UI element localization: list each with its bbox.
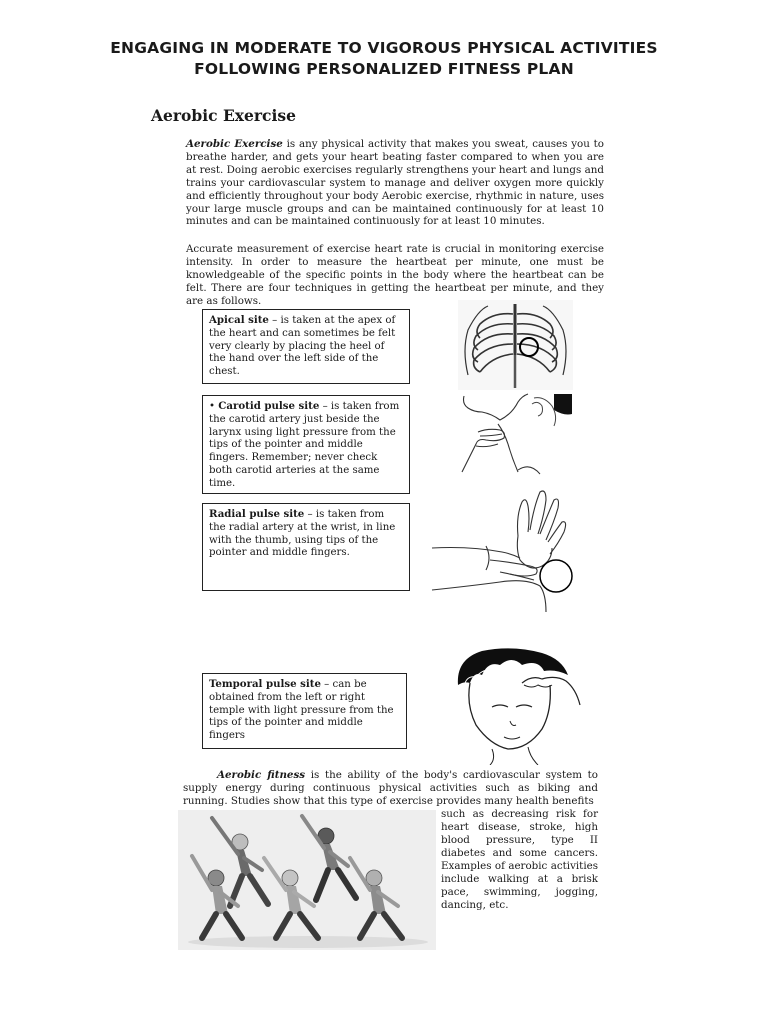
paragraph-aerobic-exercise [186,138,604,228]
paragraph-aerobic-fitness-continued: such as decreasing risk for heart disease, stroke, high blood pressure, type II diabetes and some cancers. Examples of aerobic activities include walking at a brisk pace, swimming, jogging, dancing, etc. [441,808,598,911]
site-name: Carotid pulse site [218,400,320,412]
carotid-site-box [202,395,410,494]
paragraph-3-text: is the ability of the body's cardiovascular system to supply energy during continuous physical activities such as biking and running. Studies show that this type of exercise provides many health benefits [183,769,598,807]
temporal-site-box [202,673,407,749]
site-name: Temporal pulse site [209,678,321,690]
group-stretching-illustration [178,810,436,950]
term-aerobic-exercise: Aerobic Exercise [186,138,283,150]
temple-pulse-illustration [452,645,582,765]
wrist-pulse-illustration [430,486,580,616]
apical-site-box [202,309,410,384]
heading-line-2: FOLLOWING PERSONALIZED FITNESS PLAN [194,60,574,78]
paragraph-1-text: is any physical activity that makes you sweat, causes you to breathe harder, and gets your heart beating faster compared to when you are at rest. Doing aerobic exercises regularly strengthens your heart and lungs and trains your cardiovascular system to manage and deliver oxygen more quickly and efficiently throughout your body Aerobic exercise, rhythmic in nature, uses your large muscle groups and can be maintained continuously for at least 10 minutes and can be maintained continuously for at least 10 minutes. [186,138,604,228]
bullet: • [209,401,219,412]
section-title: Aerobic Exercise [151,106,296,125]
heading-line-1: ENGAGING IN MODERATE TO VIGOROUS PHYSICAL ACTIVITIES [110,39,658,57]
term-aerobic-fitness: Aerobic fitness [217,769,306,781]
page-heading [40,38,728,80]
ribcage-illustration [458,300,573,390]
site-desc: – is taken at the apex of the heart and can sometimes be felt very clearly by placing the heel of the hand over the left side of the chest. [209,315,396,378]
neck-pulse-illustration [458,392,572,482]
paragraph-heart-rate: Accurate measurement of exercise heart rate is crucial in monitoring exercise intensity. In order to measure the heartbeat per minute, one must be knowledgeable of the specific points in the body where the heartbeat can be felt. There are four techniques in getting the heartbeat per minute, and they are as follows. [186,243,604,307]
site-name: Apical site [209,314,269,326]
paragraph-aerobic-fitness [183,769,598,808]
site-name: Radial pulse site [209,508,305,520]
site-desc: – can be obtained from the left or right temple with light pressure from the tips of the pointer and middle fingers [209,679,394,742]
radial-site-box [202,503,410,591]
site-desc: – is taken from the carotid artery just beside the larynx using light pressure from the tips of the pointer and middle fingers. Remember; never check both carotid arteries at the same time. [209,401,400,489]
site-desc: – is taken from the radial artery at the wrist, in line with the thumb, using tips of the pointer and middle fingers. [209,509,396,559]
